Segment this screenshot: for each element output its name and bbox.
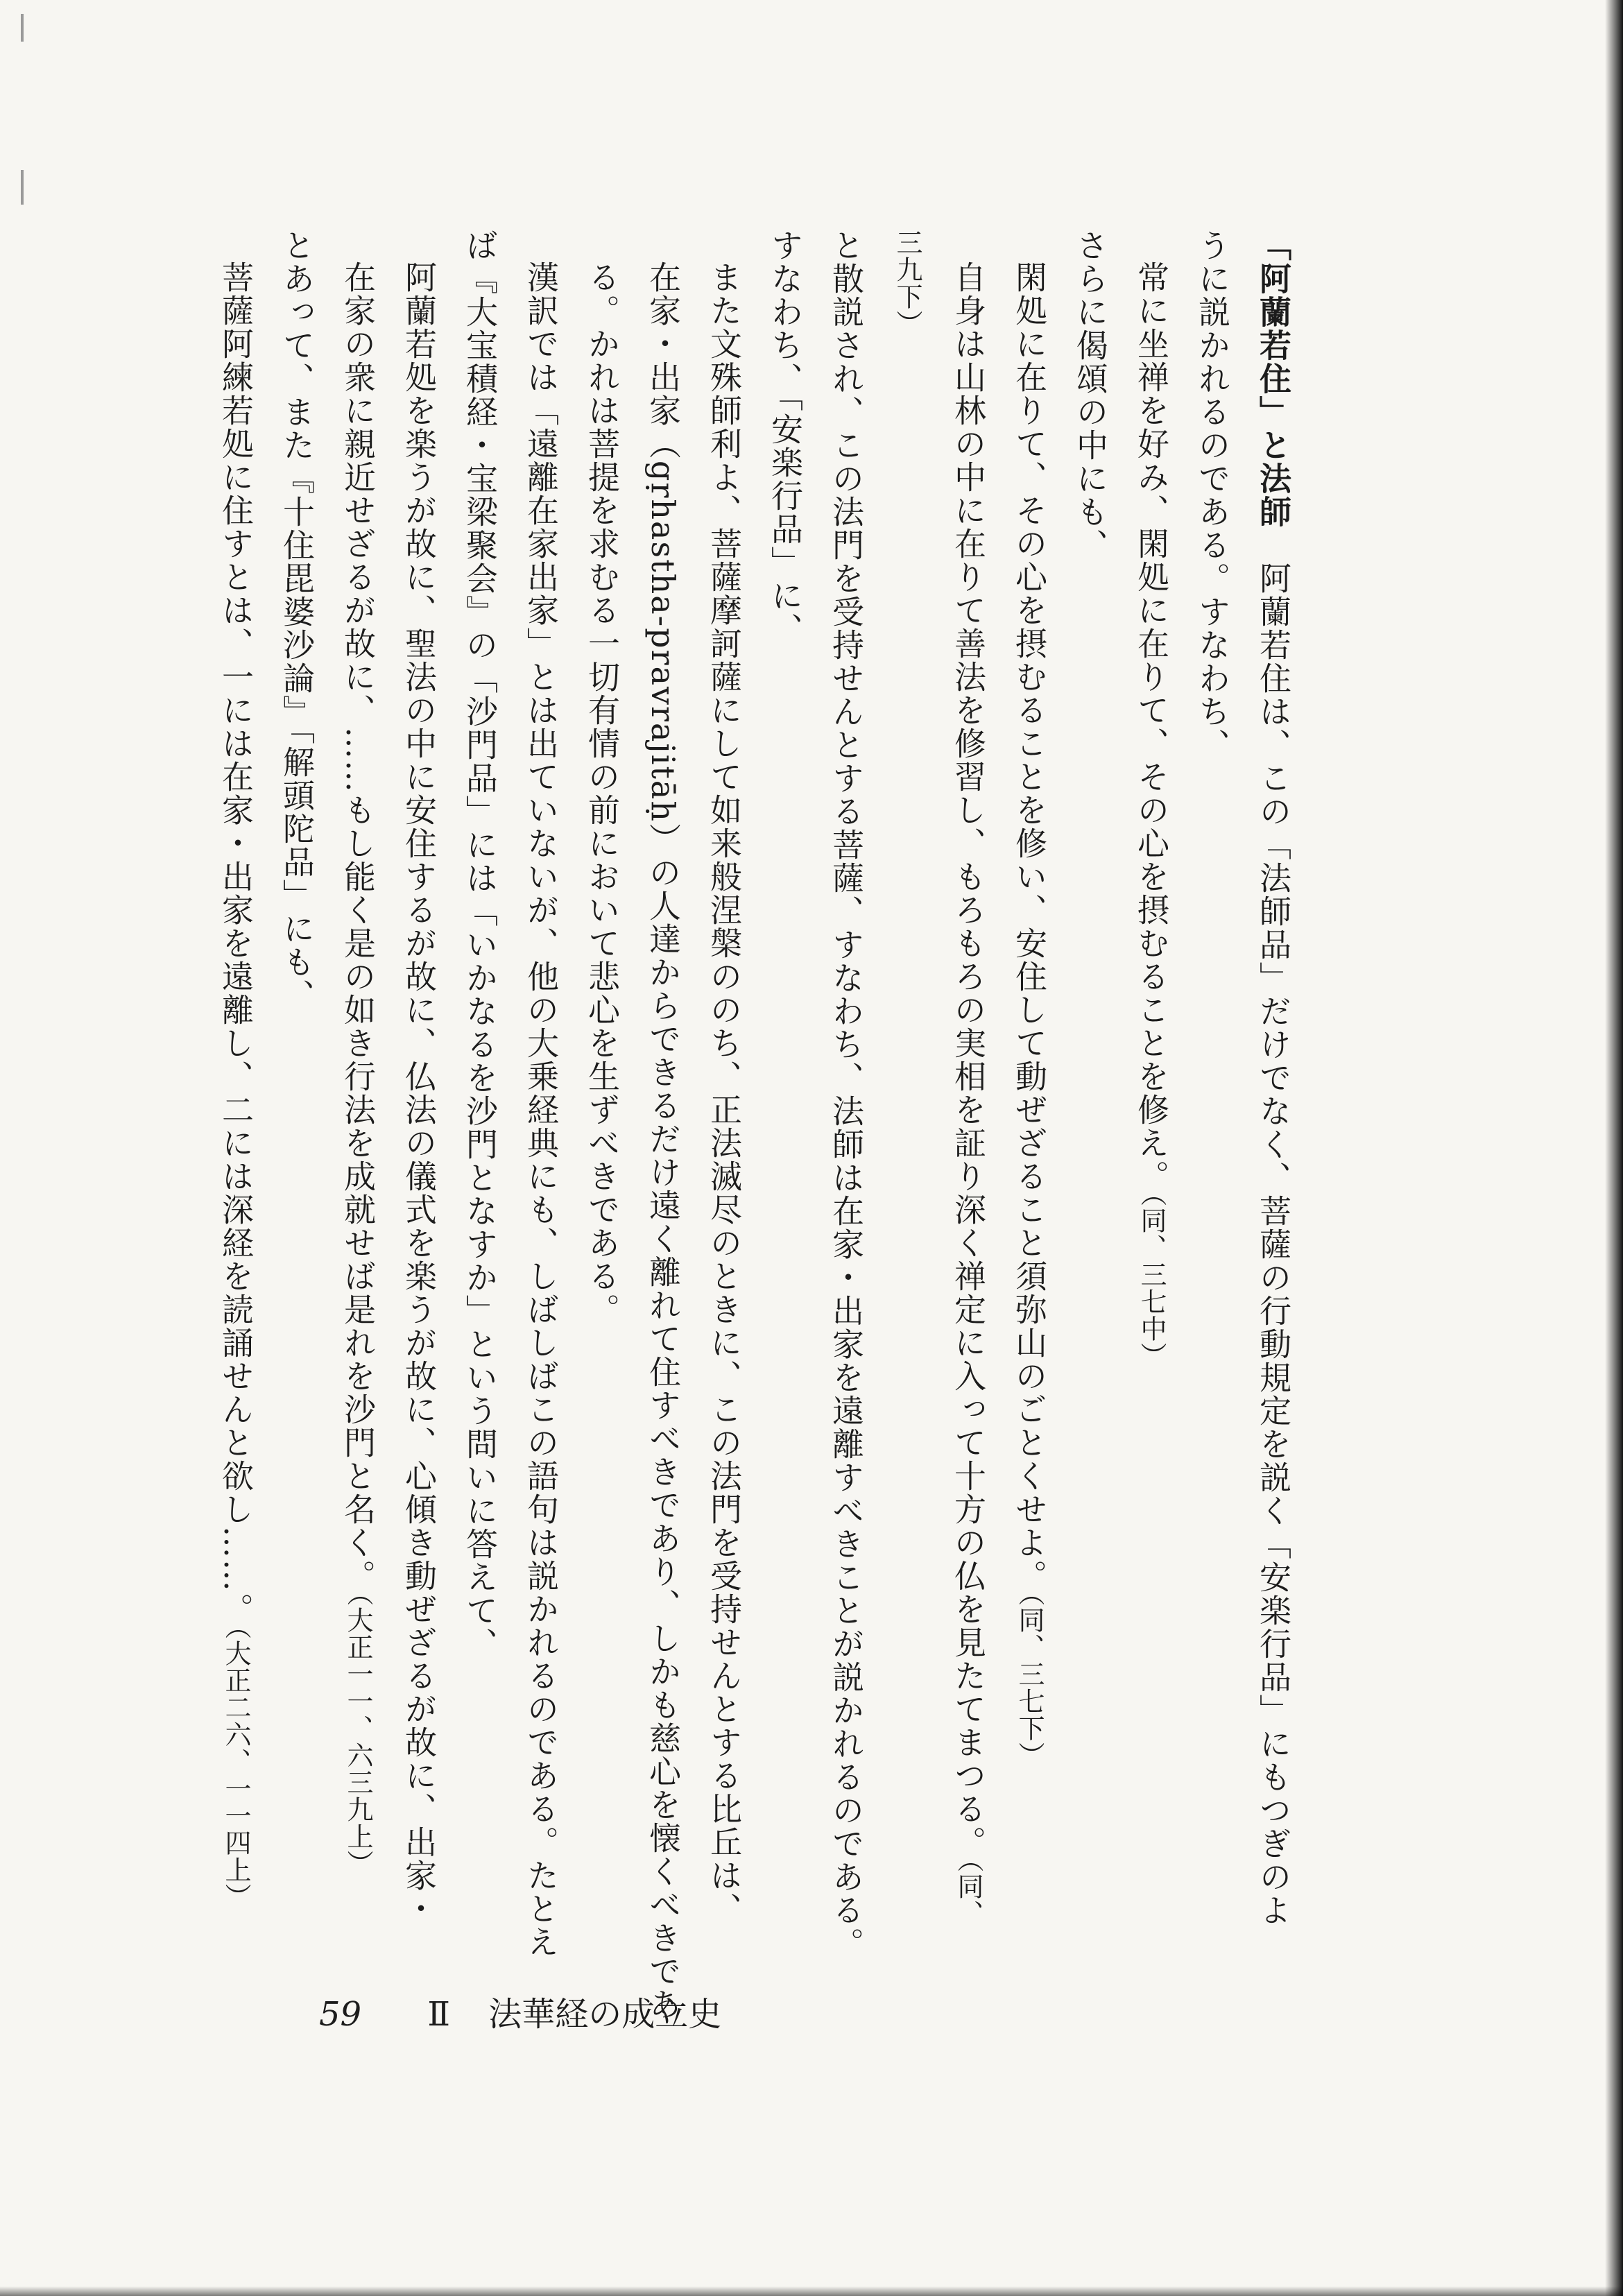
quote-line	[1121, 229, 1182, 2046]
part-numeral: Ⅱ	[427, 1995, 450, 2034]
page-number: 59	[319, 1995, 362, 2034]
quote-line	[938, 229, 999, 2046]
citation: （同、三七中）	[1136, 1193, 1167, 1369]
paragraph-line: と散説され、この法門を受持せんとする菩薩、すなわち、法師は在家・出家を遠離すべきことが説かれるのである。	[827, 229, 865, 1960]
quote-text: 菩薩阿練若処に住すとは、一には在家・出家を遠離し、二には深経を読誦せんと欲し……。	[217, 261, 255, 1626]
quote-text: 閑処に在りて、その心を摂むることを修い、安住して動ぜざること須弥山のごとくせよ。	[1011, 261, 1048, 1593]
citation: （同、三七下）	[1014, 1593, 1045, 1769]
paragraph-line: すなわち、「安楽行品」に、	[766, 229, 804, 646]
running-title: 法華経の成立史	[488, 1995, 722, 2034]
quote-line	[327, 229, 388, 2046]
paragraph-line: とあって、また『十住毘婆沙論』「解頭陀品」にも、	[278, 229, 316, 1012]
citation-continuation: 三九下）	[892, 229, 922, 337]
page-footer	[319, 1987, 721, 2035]
quote-text: 常に坐禅を好み、閑処に在りて、その心を摂むることを修え。	[1133, 261, 1170, 1193]
paragraph-heading-line	[1243, 229, 1304, 2046]
page-edge-shadow	[1605, 0, 1623, 2296]
quote-line	[999, 229, 1060, 2046]
quote-text: 在家の衆に親近せざるが故に、……もし能く是の如き行法を成就せば是れを沙門と名く。	[339, 261, 377, 1593]
paragraph-line: ば『大宝積経・宝梁聚会』の「沙門品」には「いかなるを沙門となすか」という問いに答えて、	[461, 229, 499, 1661]
quote-line: また文殊師利よ、菩薩摩訶薩にして如来般涅槃ののち、正法滅尽のときに、この法門を受持せんとする比丘は、	[705, 261, 743, 1926]
citation: （同、	[953, 1859, 984, 1927]
vertical-text-body	[0, 229, 1304, 2046]
scan-margin-mark	[21, 14, 24, 42]
citation: （大正二六、一一四上）	[221, 1626, 251, 1910]
scan-margin-mark	[21, 170, 24, 205]
citation: （大正一一、六三九上）	[343, 1593, 373, 1877]
section-heading: 「阿蘭若住」と法師	[1255, 229, 1292, 529]
quote-line	[205, 229, 266, 2046]
quote-line: 在家・出家（gṛhastha-pravrajitāḥ）の人達からできるだけ遠く離れて住すべきであり、しかも慈心を懐くべきであ	[644, 261, 682, 2021]
quote-line: 阿蘭若処を楽うが故に、聖法の中に安住するが故に、仏法の儀式を楽うが故に、心傾き動ぜざるが故に、出家・	[400, 261, 438, 1926]
quote-line: る。かれは菩提を求むる一切有情の前において悲心を生ずべきである。	[583, 261, 621, 1326]
page-bottom-shadow	[0, 2286, 1623, 2296]
paragraph-text: 阿蘭若住は、この「法師品」だけでなく、菩薩の行動規定を説く「安楽行品」にもつぎのよ	[1255, 529, 1292, 1927]
quote-text: 自身は山林の中に在りて善法を修習し、もろもろの実相を証り深く禅定に入って十方の仏を見たてまつる。	[950, 261, 987, 1859]
paragraph-line: 漢訳では「遠離在家出家」とは出ていないが、他の大乗経典にも、しばしばこの語句は説かれるのである。たとえ	[522, 261, 560, 1959]
paragraph-line: さらに偈頌の中にも、	[1072, 229, 1109, 562]
paragraph-line: うに説かれるのである。すなわち、	[1194, 229, 1231, 762]
